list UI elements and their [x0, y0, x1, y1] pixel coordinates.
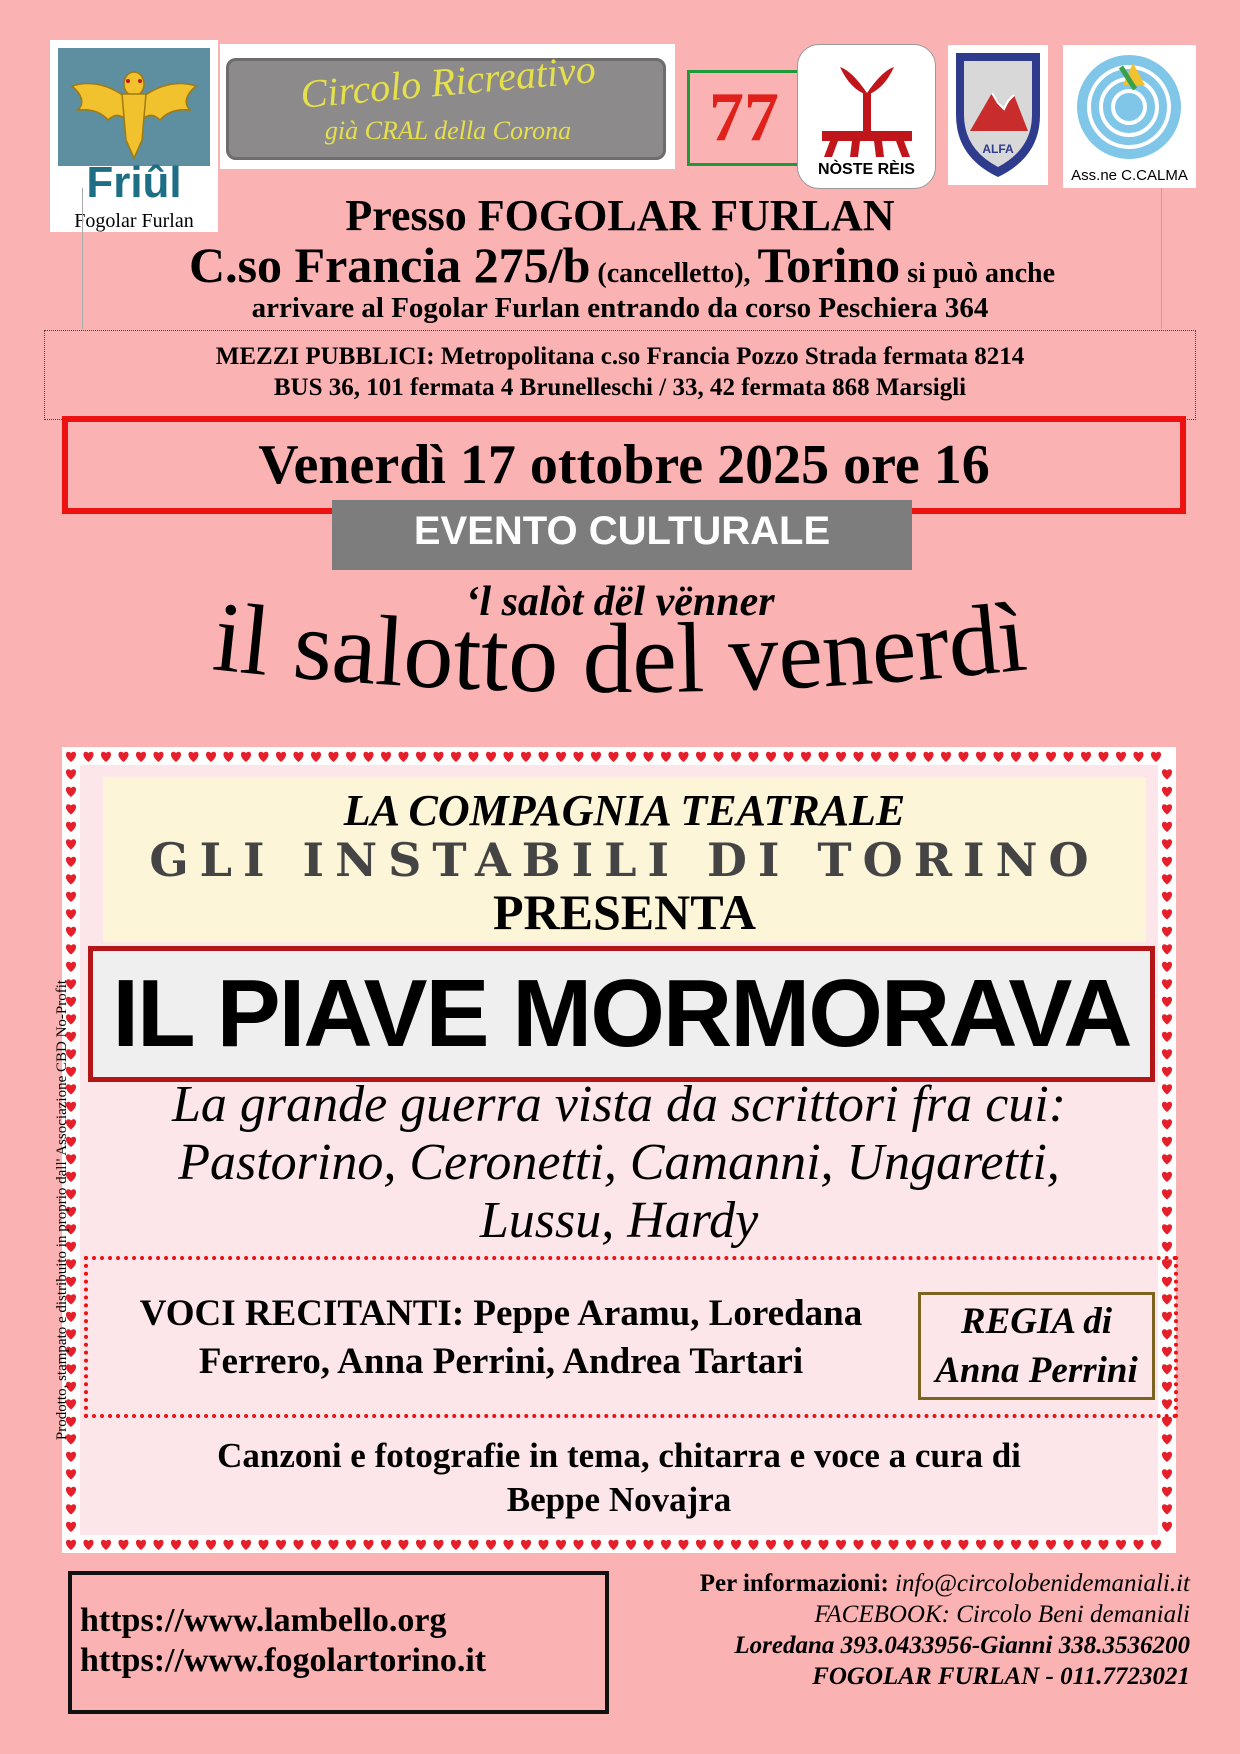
heart-ornament	[1162, 1189, 1172, 1199]
heart-ornament	[66, 1522, 76, 1532]
bus-line: BUS 36, 101 fermata 4 Brunelleschi / 33, 42 fermata 868 Marsigli	[273, 374, 967, 401]
circolo-subtitle: già CRAL della Corona	[324, 116, 572, 145]
info-email[interactable]: info@circolobenidemaniali.it	[888, 1570, 1190, 1597]
heart-ornament	[888, 752, 898, 762]
alternative-entrance: arrivare al Fogolar Furlan entrando da corso Peschiera 364	[251, 292, 989, 324]
heart-ornament	[1133, 752, 1143, 762]
heart-ornament	[171, 752, 181, 762]
heart-ornament	[1011, 752, 1021, 762]
contact-info	[600, 1568, 1190, 1692]
labyrinth-icon	[1063, 45, 1196, 165]
heart-ornament	[993, 752, 1003, 762]
heart-ornament	[66, 909, 76, 919]
heart-ornament	[276, 752, 286, 762]
heart-ornament	[206, 1540, 216, 1550]
director-label: REGIA di	[960, 1301, 1113, 1342]
heart-ornament	[241, 752, 251, 762]
heart-ornament	[608, 1540, 618, 1550]
heart-ornament	[608, 752, 618, 762]
heart-ornament	[293, 752, 303, 762]
heart-ornament	[433, 752, 443, 762]
heart-ornament	[1063, 1540, 1073, 1550]
heart-ornament	[1098, 752, 1108, 762]
writers-line-2: Pastorino, Ceronetti, Camanni, Ungaretti,	[178, 1134, 1060, 1191]
series-title-text: il salotto del venerdì	[208, 592, 1032, 715]
heart-ornament	[731, 1540, 741, 1550]
heart-ornament	[1151, 752, 1161, 762]
heart-ornament	[66, 839, 76, 849]
heart-ornament	[66, 752, 76, 762]
heart-ornament	[993, 1540, 1003, 1550]
heart-ornament	[381, 752, 391, 762]
heart-ornament	[66, 1540, 76, 1550]
phone-contacts: Loredana 393.0433956-Gianni 338.3536200	[734, 1632, 1190, 1659]
heart-ornament	[1162, 1452, 1172, 1462]
heart-ornament	[958, 1540, 968, 1550]
heart-ornament	[83, 752, 93, 762]
heart-ornament	[923, 1540, 933, 1550]
heart-ornament	[818, 1540, 828, 1550]
venue-title: Presso FOGOLAR FURLAN	[345, 191, 895, 240]
facebook-contact: FACEBOOK: Circolo Beni demaniali	[814, 1601, 1190, 1628]
heart-ornament	[293, 1540, 303, 1550]
address-tail: si può anche	[900, 258, 1056, 289]
heart-ornament	[853, 752, 863, 762]
company-intro: LA COMPAGNIA TEATRALE	[343, 786, 906, 835]
street-address: C.so Francia 275/b	[188, 237, 591, 293]
heart-ornament	[1162, 909, 1172, 919]
heart-ornament	[223, 1540, 233, 1550]
heart-ornament	[311, 752, 321, 762]
heart-ornament	[363, 752, 373, 762]
heart-ornament	[1162, 1434, 1172, 1444]
company-name: GLI INSTABILI DI TORINO	[149, 833, 1100, 887]
heart-ornament	[346, 1540, 356, 1550]
heart-ornament	[381, 1540, 391, 1550]
heart-ornament	[206, 752, 216, 762]
heart-ornament	[1162, 1487, 1172, 1497]
heart-ornament	[468, 1540, 478, 1550]
heart-ornament	[66, 804, 76, 814]
heart-ornament	[556, 1540, 566, 1550]
voices-text	[92, 1290, 910, 1386]
heart-ornament	[801, 1540, 811, 1550]
heart-ornament	[521, 752, 531, 762]
heart-ornament	[66, 892, 76, 902]
heart-ornament	[1028, 1540, 1038, 1550]
public-transport-box	[44, 330, 1196, 420]
heart-ornament	[66, 857, 76, 867]
heart-ornament	[1162, 1207, 1172, 1217]
heart-ornament	[941, 752, 951, 762]
heart-ornament	[311, 1540, 321, 1550]
heart-ornament	[1028, 752, 1038, 762]
heart-ornament	[66, 769, 76, 779]
heart-ornament	[1162, 857, 1172, 867]
heart-ornament	[1162, 1049, 1172, 1059]
heart-ornament	[1162, 1137, 1172, 1147]
link-fogolar[interactable]: https://www.fogolartorino.it	[80, 1642, 487, 1679]
heart-ornament	[906, 1540, 916, 1550]
director-name: Anna Perrini	[935, 1350, 1138, 1391]
heart-ornament	[626, 1540, 636, 1550]
heart-ornament	[713, 752, 723, 762]
heart-ornament	[1162, 839, 1172, 849]
heart-ornament	[241, 1540, 251, 1550]
heart-ornament	[521, 1540, 531, 1550]
svg-text:ALFA: ALFA	[982, 142, 1014, 156]
heart-ornament	[503, 1540, 513, 1550]
show-title-box	[88, 946, 1155, 1082]
heart-ornament	[171, 1540, 181, 1550]
heart-ornament	[1162, 1504, 1172, 1514]
heart-ornament	[118, 752, 128, 762]
heart-ornament	[696, 1540, 706, 1550]
calma-association-logo	[1063, 45, 1196, 188]
heart-ornament	[1081, 1540, 1091, 1550]
event-date: Venerdì 17 ottobre 2025 ore 16	[258, 434, 990, 496]
info-label: Per informazioni:	[699, 1570, 889, 1597]
heart-ornament	[1162, 1102, 1172, 1112]
voices-line-1: VOCI RECITANTI: Peppe Aramu, Loredana	[139, 1293, 863, 1334]
heart-ornament	[398, 752, 408, 762]
heart-ornament	[1162, 769, 1172, 779]
heart-ornament	[906, 752, 916, 762]
heart-ornament	[1162, 1032, 1172, 1042]
dialect-subtitle: ‘l salòt dël vënner	[465, 579, 775, 625]
company-box	[103, 777, 1146, 942]
heart-ornament	[66, 927, 76, 937]
songs-line-2: Beppe Novajra	[506, 1480, 732, 1519]
heart-ornament	[1162, 1154, 1172, 1164]
heart-ornament	[486, 752, 496, 762]
heart-ornament	[486, 1540, 496, 1550]
heart-ornament	[976, 752, 986, 762]
heart-ornament	[661, 1540, 671, 1550]
issue-number: 77	[709, 79, 779, 156]
heart-ornament	[66, 822, 76, 832]
heart-ornament	[328, 752, 338, 762]
heart-ornament	[1162, 787, 1172, 797]
calma-caption: Ass.ne C.CALMA	[1071, 167, 1188, 184]
heart-ornament	[766, 752, 776, 762]
venue-address	[92, 236, 1152, 294]
director-box	[918, 1292, 1155, 1400]
heart-ornament	[1162, 1084, 1172, 1094]
heart-ornament	[1011, 1540, 1021, 1550]
heart-ornament	[451, 752, 461, 762]
songs-line-1: Canzoni e fotografie in tema, chitarra e voce a cura di	[217, 1436, 1021, 1475]
heart-ornament	[258, 752, 268, 762]
heart-ornament	[1162, 997, 1172, 1007]
heart-ornament	[591, 752, 601, 762]
heart-ornament	[1162, 979, 1172, 989]
heart-ornament	[1162, 1469, 1172, 1479]
heart-ornament	[118, 1540, 128, 1550]
heart-ornament	[591, 1540, 601, 1550]
heart-ornament	[941, 1540, 951, 1550]
heart-ornament	[136, 752, 146, 762]
heart-ornament	[416, 752, 426, 762]
heart-ornament	[1162, 1417, 1172, 1427]
heart-ornament	[1162, 944, 1172, 954]
series-title	[60, 592, 1180, 732]
heart-ornament	[573, 1540, 583, 1550]
heart-ornament	[836, 752, 846, 762]
friul-word: Friûl	[86, 158, 182, 207]
heart-ornament	[328, 1540, 338, 1550]
heart-ornament	[1162, 1522, 1172, 1532]
heart-ornament	[1046, 752, 1056, 762]
circolo-ricreativo-logo	[220, 44, 675, 169]
circolo-name: Circolo Ricreativo	[298, 46, 598, 117]
heart-ornament	[538, 752, 548, 762]
presents-label: PRESENTA	[492, 884, 756, 940]
voices-line-2: Ferrero, Anna Perrini, Andrea Tartari	[198, 1341, 804, 1382]
heart-ornament	[1063, 752, 1073, 762]
heart-ornament	[1116, 1540, 1126, 1550]
heart-ornament	[188, 1540, 198, 1550]
fogolar-furlan-caption: Fogolar Furlan	[74, 210, 194, 232]
heart-ornament	[1162, 927, 1172, 937]
metro-line: MEZZI PUBBLICI: Metropolitana c.so Francia Pozzo Strada fermata 8214	[215, 343, 1025, 370]
heart-ornament	[1081, 752, 1091, 762]
noste-reis-caption: NÒSTE RÈIS	[818, 161, 915, 178]
heart-ornament	[678, 1540, 688, 1550]
heart-ornament	[468, 752, 478, 762]
heart-ornament	[713, 1540, 723, 1550]
heart-ornament	[66, 1487, 76, 1497]
heart-ornament	[801, 752, 811, 762]
heart-ornament	[1162, 1014, 1172, 1024]
heart-ornament	[836, 1540, 846, 1550]
heart-ornament	[363, 1540, 373, 1550]
heart-ornament	[1098, 1540, 1108, 1550]
heart-ornament	[643, 1540, 653, 1550]
producer-note-text: Prodotto, stampato e distribuito in proprio dall' Associazione CBD No-Profit	[54, 979, 70, 1441]
fogolar-phone: FOGOLAR FURLAN - 011.7723021	[812, 1663, 1190, 1690]
heart-ornament	[276, 1540, 286, 1550]
heart-ornament	[783, 752, 793, 762]
heart-ornament	[1133, 1540, 1143, 1550]
heart-ornament	[66, 787, 76, 797]
heart-ornament	[451, 1540, 461, 1550]
heart-ornament	[66, 874, 76, 884]
writers-line-3: Lussu, Hardy	[479, 1192, 759, 1249]
heart-ornament	[433, 1540, 443, 1550]
heart-ornament	[101, 752, 111, 762]
heart-ornament	[1162, 1224, 1172, 1234]
heart-ornament	[83, 1540, 93, 1550]
heart-ornament	[818, 752, 828, 762]
noste-reis-logo	[797, 44, 936, 189]
heart-ornament	[1162, 1067, 1172, 1077]
heart-ornament	[538, 1540, 548, 1550]
heart-ornament	[1162, 1172, 1172, 1182]
heart-ornament	[853, 1540, 863, 1550]
city: Torino	[757, 237, 901, 293]
heart-ornament	[101, 1540, 111, 1550]
heart-ornament	[503, 752, 513, 762]
heart-ornament	[871, 1540, 881, 1550]
eagle-flag-icon	[58, 48, 210, 166]
heart-ornament	[1162, 874, 1172, 884]
writers-line-1: La grande guerra vista da scrittori fra cui:	[171, 1076, 1067, 1133]
heart-ornament	[643, 752, 653, 762]
heart-ornament	[1162, 1119, 1172, 1129]
heart-ornament	[153, 752, 163, 762]
address-note: (cancelletto),	[590, 258, 758, 289]
heart-ornament	[398, 1540, 408, 1550]
heart-ornament	[188, 752, 198, 762]
heart-ornament	[1162, 822, 1172, 832]
producer-note	[54, 950, 84, 1470]
heart-ornament	[958, 752, 968, 762]
heart-ornament	[661, 752, 671, 762]
heart-ornament	[1151, 1540, 1161, 1550]
alpine-association-shield	[948, 45, 1048, 185]
heart-ornament	[696, 752, 706, 762]
heart-ornament	[223, 752, 233, 762]
heart-ornament	[66, 1469, 76, 1479]
website-links-box	[68, 1571, 609, 1714]
heart-ornament	[136, 1540, 146, 1550]
heart-ornament	[1046, 1540, 1056, 1550]
issue-number-badge	[687, 70, 801, 166]
heart-ornament	[1162, 804, 1172, 814]
heart-ornament	[556, 752, 566, 762]
heart-ornament	[626, 752, 636, 762]
songs-credit	[80, 1434, 1158, 1522]
heart-ornament	[573, 752, 583, 762]
sprout-table-icon	[812, 53, 922, 159]
heart-ornament	[1116, 752, 1126, 762]
event-type-label: EVENTO CULTURALE	[332, 500, 912, 570]
heart-ornament	[153, 1540, 163, 1550]
heart-ornament	[1162, 892, 1172, 902]
heart-ornament	[678, 752, 688, 762]
heart-ornament	[871, 752, 881, 762]
heart-ornament	[783, 1540, 793, 1550]
heart-ornament	[1162, 1242, 1172, 1252]
heart-ornament	[766, 1540, 776, 1550]
heart-ornament	[888, 1540, 898, 1550]
heart-ornament	[748, 1540, 758, 1550]
heart-ornament	[748, 752, 758, 762]
writers-description	[80, 1076, 1158, 1250]
link-lambello[interactable]: https://www.lambello.org	[80, 1602, 447, 1639]
heart-ornament	[416, 1540, 426, 1550]
heart-ornament	[976, 1540, 986, 1550]
heart-ornament	[923, 752, 933, 762]
heart-ornament	[258, 1540, 268, 1550]
show-title: IL PIAVE MORMORAVA	[112, 960, 1131, 1067]
heart-ornament	[731, 752, 741, 762]
heart-ornament	[346, 752, 356, 762]
heart-ornament	[66, 1504, 76, 1514]
heart-ornament	[1162, 962, 1172, 972]
